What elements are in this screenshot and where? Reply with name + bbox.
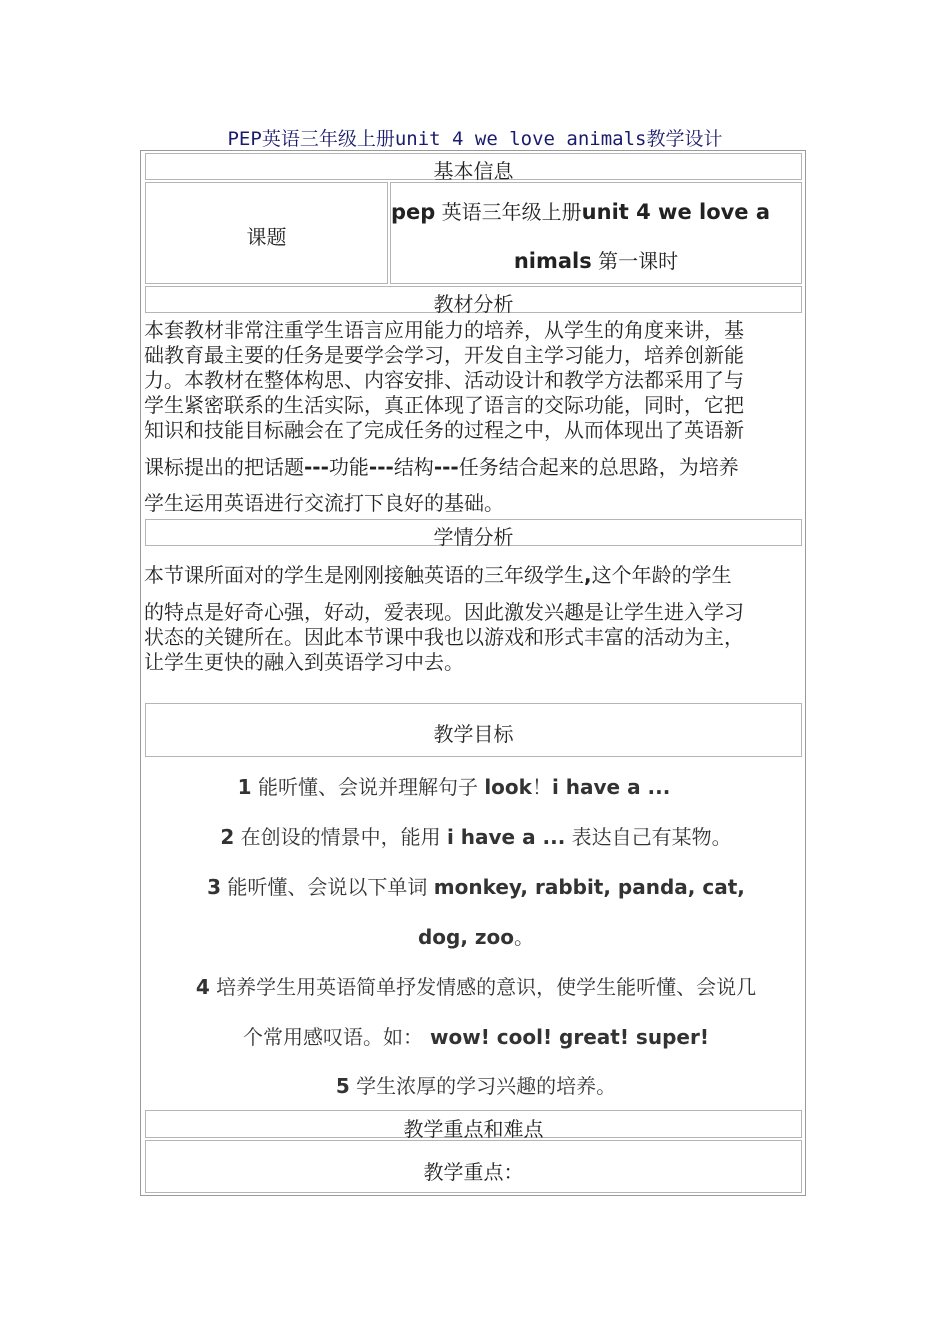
material-text: 课标提出的把话题 [144,455,304,479]
basic-info-header: 基本信息 [433,159,514,183]
topic-line-2 [390,245,802,274]
goal-number: 2 [220,825,235,849]
goals-header: 教学目标 [433,722,514,746]
material-line [144,455,806,480]
topic-pep: pep [391,200,436,224]
goal-number: 1 [237,775,252,799]
goal-en: look [484,775,532,799]
goal-3 [146,871,806,900]
goal-3-cont [146,921,806,950]
title-prefix: PEP [227,128,262,150]
material-line: 学生紧密联系的生活实际，真正体现了语言的交际功能，同时，它把 [144,393,744,417]
material-header: 教材分析 [433,292,514,316]
student-line: 让学生更快的融入到英语学习中去。 [144,650,464,674]
topic-en-2: nimals [513,249,592,273]
material-dash: --- [304,455,329,479]
title-cn-part1: 英语三年级上册 [261,128,395,150]
student-line [144,562,806,588]
goal-text: 能听懂、会说以下单词 [221,875,434,899]
material-line: 本套教材非常注重学生语言应用能力的培养，从学生的角度来讲，基 [144,318,744,342]
goal-number: 4 [195,975,210,999]
goal-4-cont [146,1021,806,1050]
goal-text: 个常用感叹语。如： [243,1025,424,1049]
student-paragraph [144,562,806,675]
material-line: 学生运用英语进行交流打下良好的基础。 [144,491,504,515]
goal-en: monkey, rabbit, panda, cat, [433,875,745,899]
goal-en: wow! cool! great! super! [423,1025,709,1049]
goal-2 [146,821,806,850]
title-cn-part2: 教学设计 [646,128,723,150]
material-line: 知识和技能目标融会在了完成任务的过程之中，从而体现出了英语新 [144,418,744,442]
goal-5 [146,1070,806,1099]
goal-punct: 。 [514,925,535,949]
topic-cn: 英语三年级上册 [435,200,582,224]
key-header: 教学重点和难点 [403,1117,544,1141]
title-en-part: unit 4 we love animals [394,128,647,150]
student-comma: , [584,563,592,587]
key-point: 教学重点： [423,1160,524,1184]
material-text: 结构 [393,455,434,479]
goal-number: 5 [335,1074,350,1098]
material-paragraph [144,318,806,516]
student-line: 状态的关键所在。因此本节课中我也以游戏和形式丰富的活动为主， [144,625,744,649]
page-title [0,124,950,151]
student-line: 的特点是好奇心强，好动，爱表现。因此激发兴趣是让学生进入学习 [144,600,744,624]
topic-line-1 [391,196,770,225]
topic-label: 课题 [246,225,287,249]
material-dash: --- [433,455,459,479]
goal-number: 3 [207,875,222,899]
student-text: 本节课所面对的学生是刚刚接触英语的三年级学生 [144,563,584,587]
material-text: 功能 [328,455,369,479]
goal-1 [146,771,762,800]
goal-text: 在创设的情景中，能用 [234,825,447,849]
goal-punct: ！ [531,775,552,799]
goal-4 [146,971,806,1000]
student-header: 学情分析 [433,525,514,549]
goal-text: 能听懂、会说并理解句子 [251,775,485,799]
material-line: 力。本教材在整体构思、内容安排、活动设计和教学方法都采用了与 [144,368,744,392]
goal-text: 培养学生用英语简单抒发情感的意识，使学生能听懂、会说几 [209,975,757,999]
goal-en: i have a ... [551,775,671,799]
topic-lesson: 第一课时 [591,249,679,273]
goal-text: 表达自己有某物。 [565,825,732,849]
material-text: 任务结合起来的总思路，为培养 [458,455,739,479]
material-dash: --- [368,455,394,479]
goal-en: dog, zoo [417,925,515,949]
goal-text: 学生浓厚的学习兴趣的培养。 [349,1074,617,1098]
student-text: 这个年龄的学生 [591,563,732,587]
topic-en: unit 4 we love a [581,200,771,224]
material-line: 础教育最主要的任务是要学会学习，开发自主学习能力，培养创新能 [144,343,744,367]
goal-en: i have a ... [446,825,566,849]
